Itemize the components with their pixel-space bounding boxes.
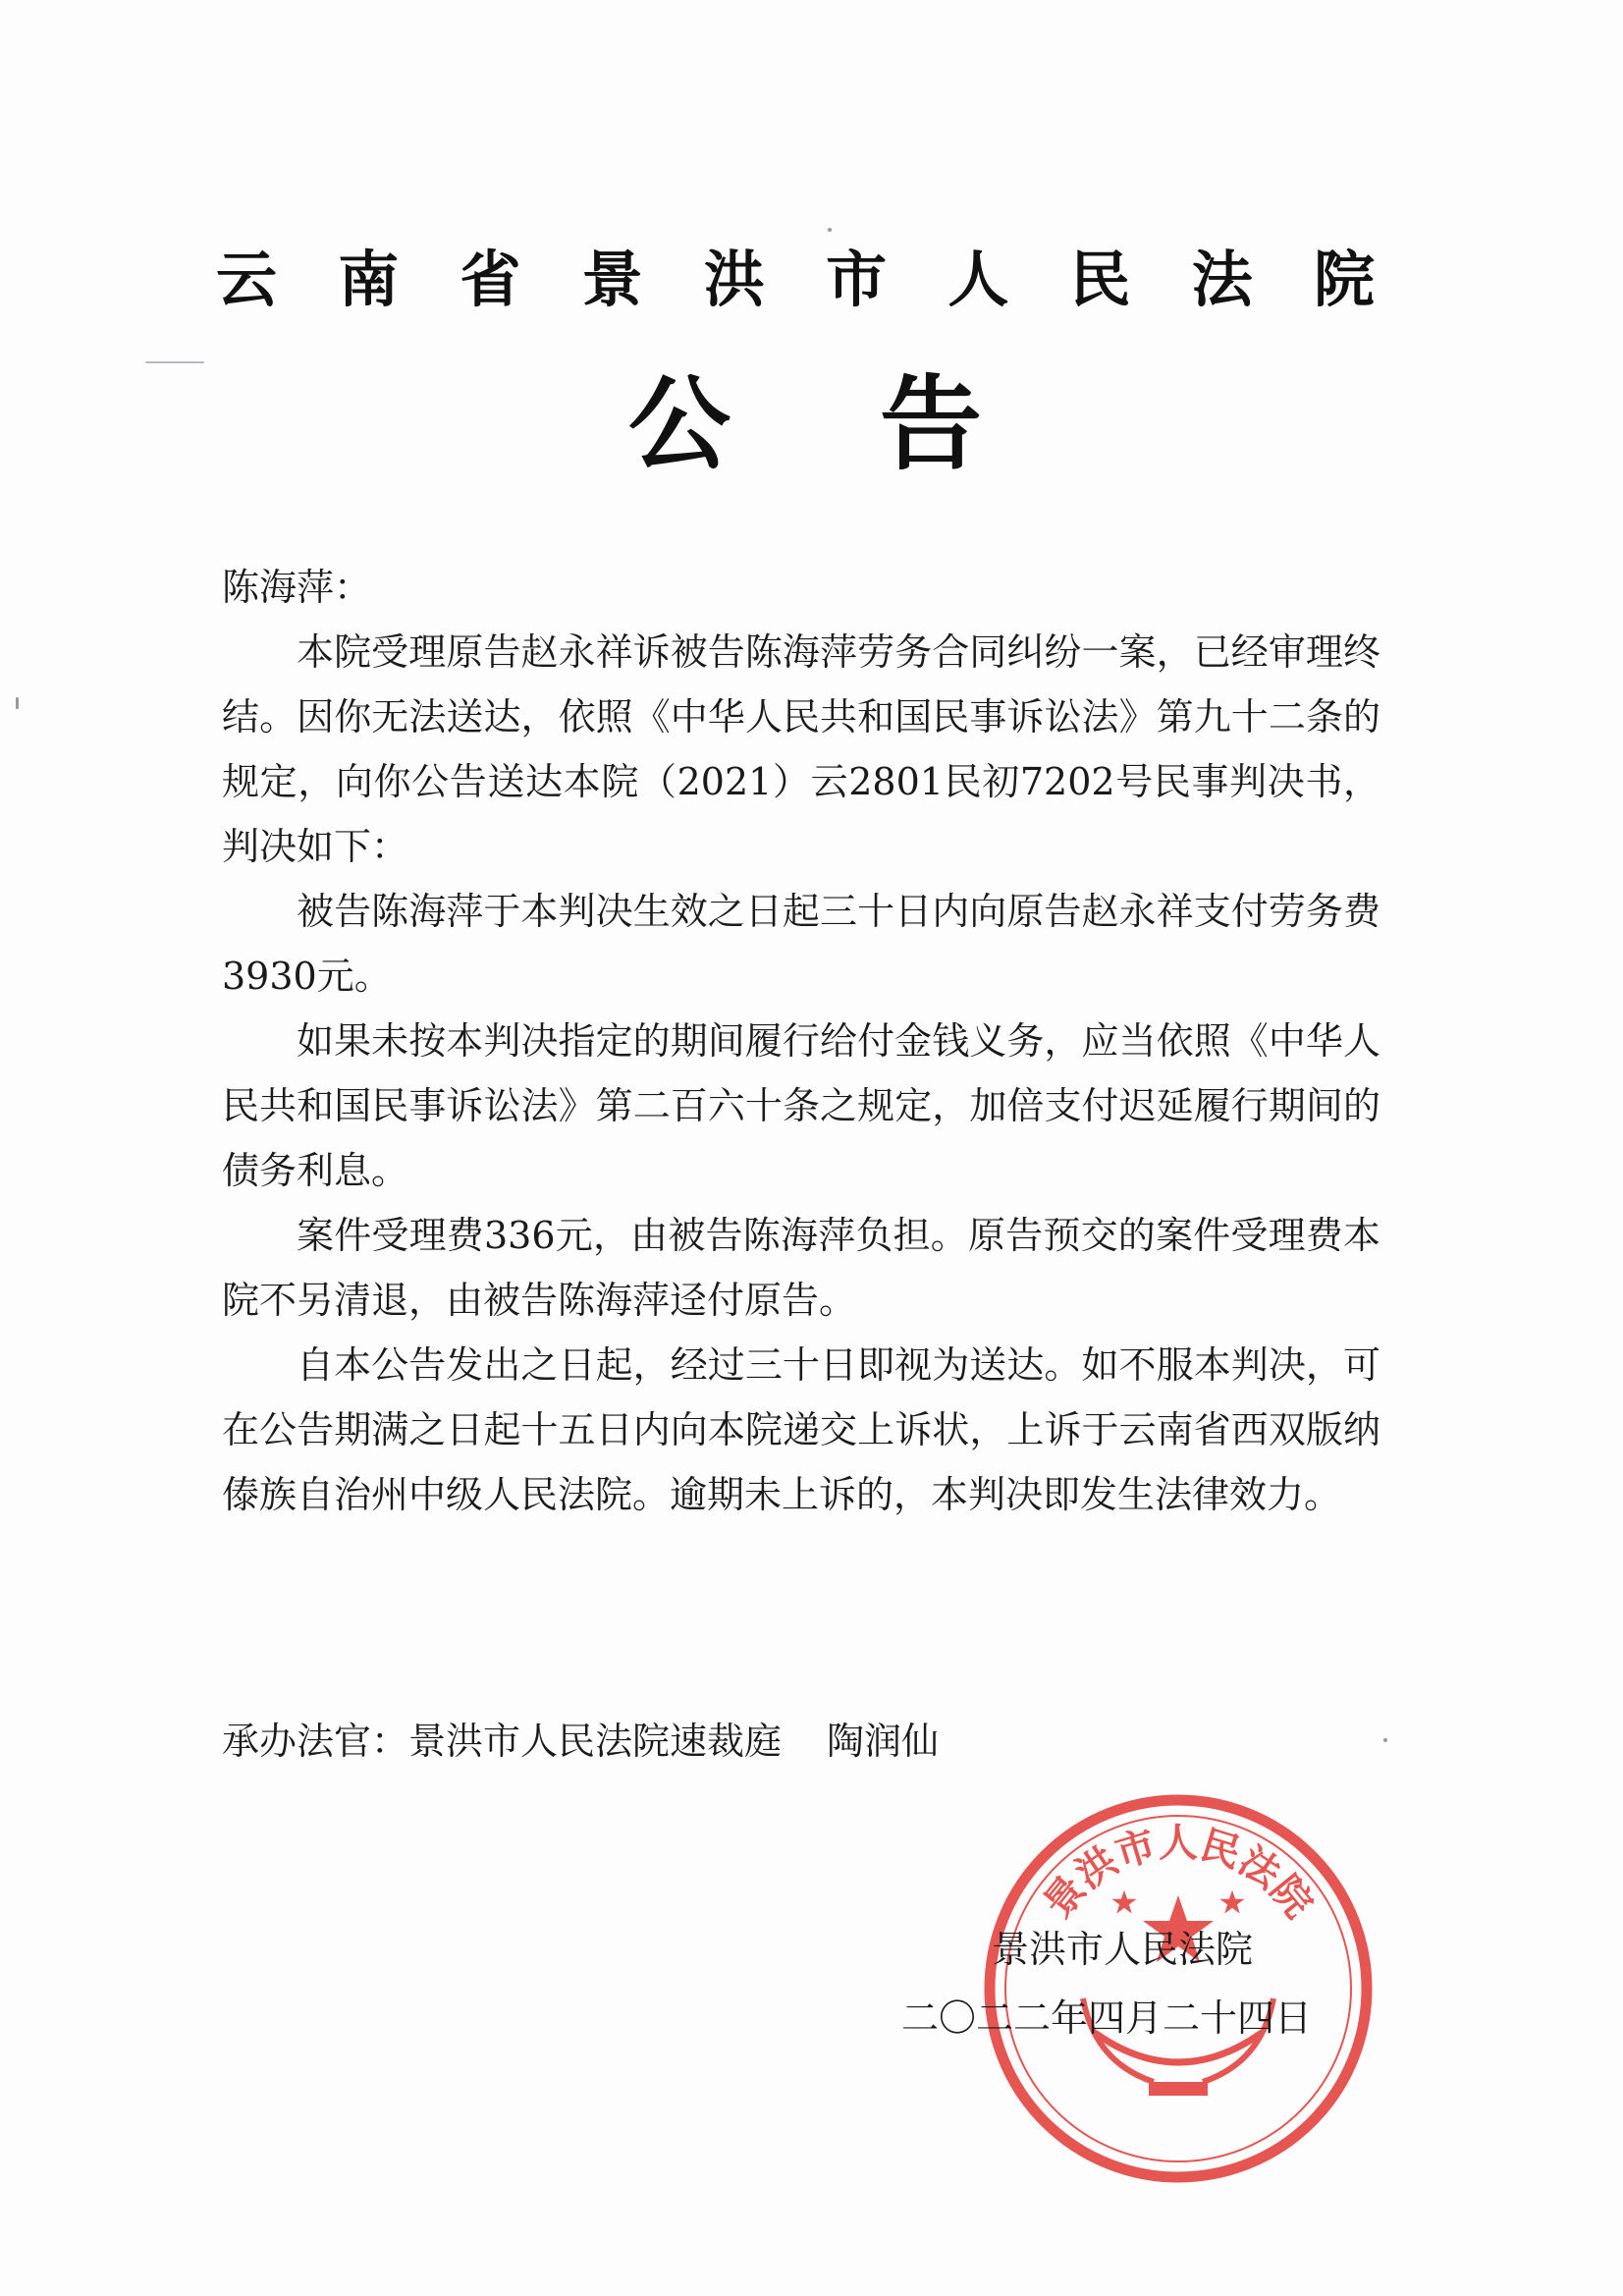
court-title-char: 洪 [703,244,765,315]
judge-department: 景洪市人民法院速裁庭 [408,1720,783,1763]
court-title-char: 市 [826,244,888,315]
scan-speck [145,361,204,363]
seal-text: 景洪市人民法院 [1034,1820,1323,1927]
court-title-char: 法 [1191,244,1253,315]
court-title-char: 民 [1069,244,1131,315]
court-title-char: 省 [460,244,521,315]
judge-label: 承办法官： [222,1720,409,1763]
scan-speck [1383,1738,1387,1742]
notice-title-char: 公 [628,364,731,484]
court-title-char: 人 [947,244,1009,315]
court-title [216,241,1375,319]
judge-name: 陶润仙 [827,1720,940,1763]
paragraph-late-performance: 如果未按本判决指定的期间履行给付金钱义务，应当依照《中华人民共和国民事诉讼法》第二百六十条之规定，加倍支付迟延履行期间的债务利息。 [222,1019,1380,1192]
court-title-char: 南 [338,244,400,315]
court-title-char: 景 [581,244,643,315]
signing-date: 二〇二二年四月二十四日 [901,1996,1313,2040]
notice-body [222,555,1380,1527]
signing-court: 景洪市人民法院 [992,1928,1254,1971]
paragraph-service-and-appeal: 自本公告发出之日起，经过三十日即视为送达。如不服本判决，可在公告期满之日起十五日内向本院递交上诉状，上诉于云南省西双版纳傣族自治州中级人民法院。逾期未上诉的，本判决即发生法律效力。 [222,1343,1380,1516]
notice-title [628,365,982,483]
addressee: 陈海萍： [222,566,372,609]
scan-speck [16,697,19,709]
court-title-char: 云 [216,244,278,315]
paragraph-case-fee: 案件受理费336元，由被告陈海萍负担。原告预交的案件受理费本院不另清退，由被告陈海萍迳付原告。 [222,1214,1380,1322]
scan-speck [828,228,832,232]
presiding-judge-line [222,1709,939,1774]
court-title-char: 院 [1313,244,1375,315]
notice-title-char: 告 [879,364,982,484]
paragraph-case-intro: 本院受理原告赵永祥诉被告陈海萍劳务合同纠纷一案，已经审理终结。因你无法送达，依照《中华人民共和国民事诉讼法》第九十二条的规定，向你公告送达本院（2021）云2801民初7202号民事判决书，判决如下： [222,630,1380,868]
paragraph-judgment: 被告陈海萍于本判决生效之日起三十日内向原告赵永祥支付劳务费3930元。 [222,890,1380,998]
